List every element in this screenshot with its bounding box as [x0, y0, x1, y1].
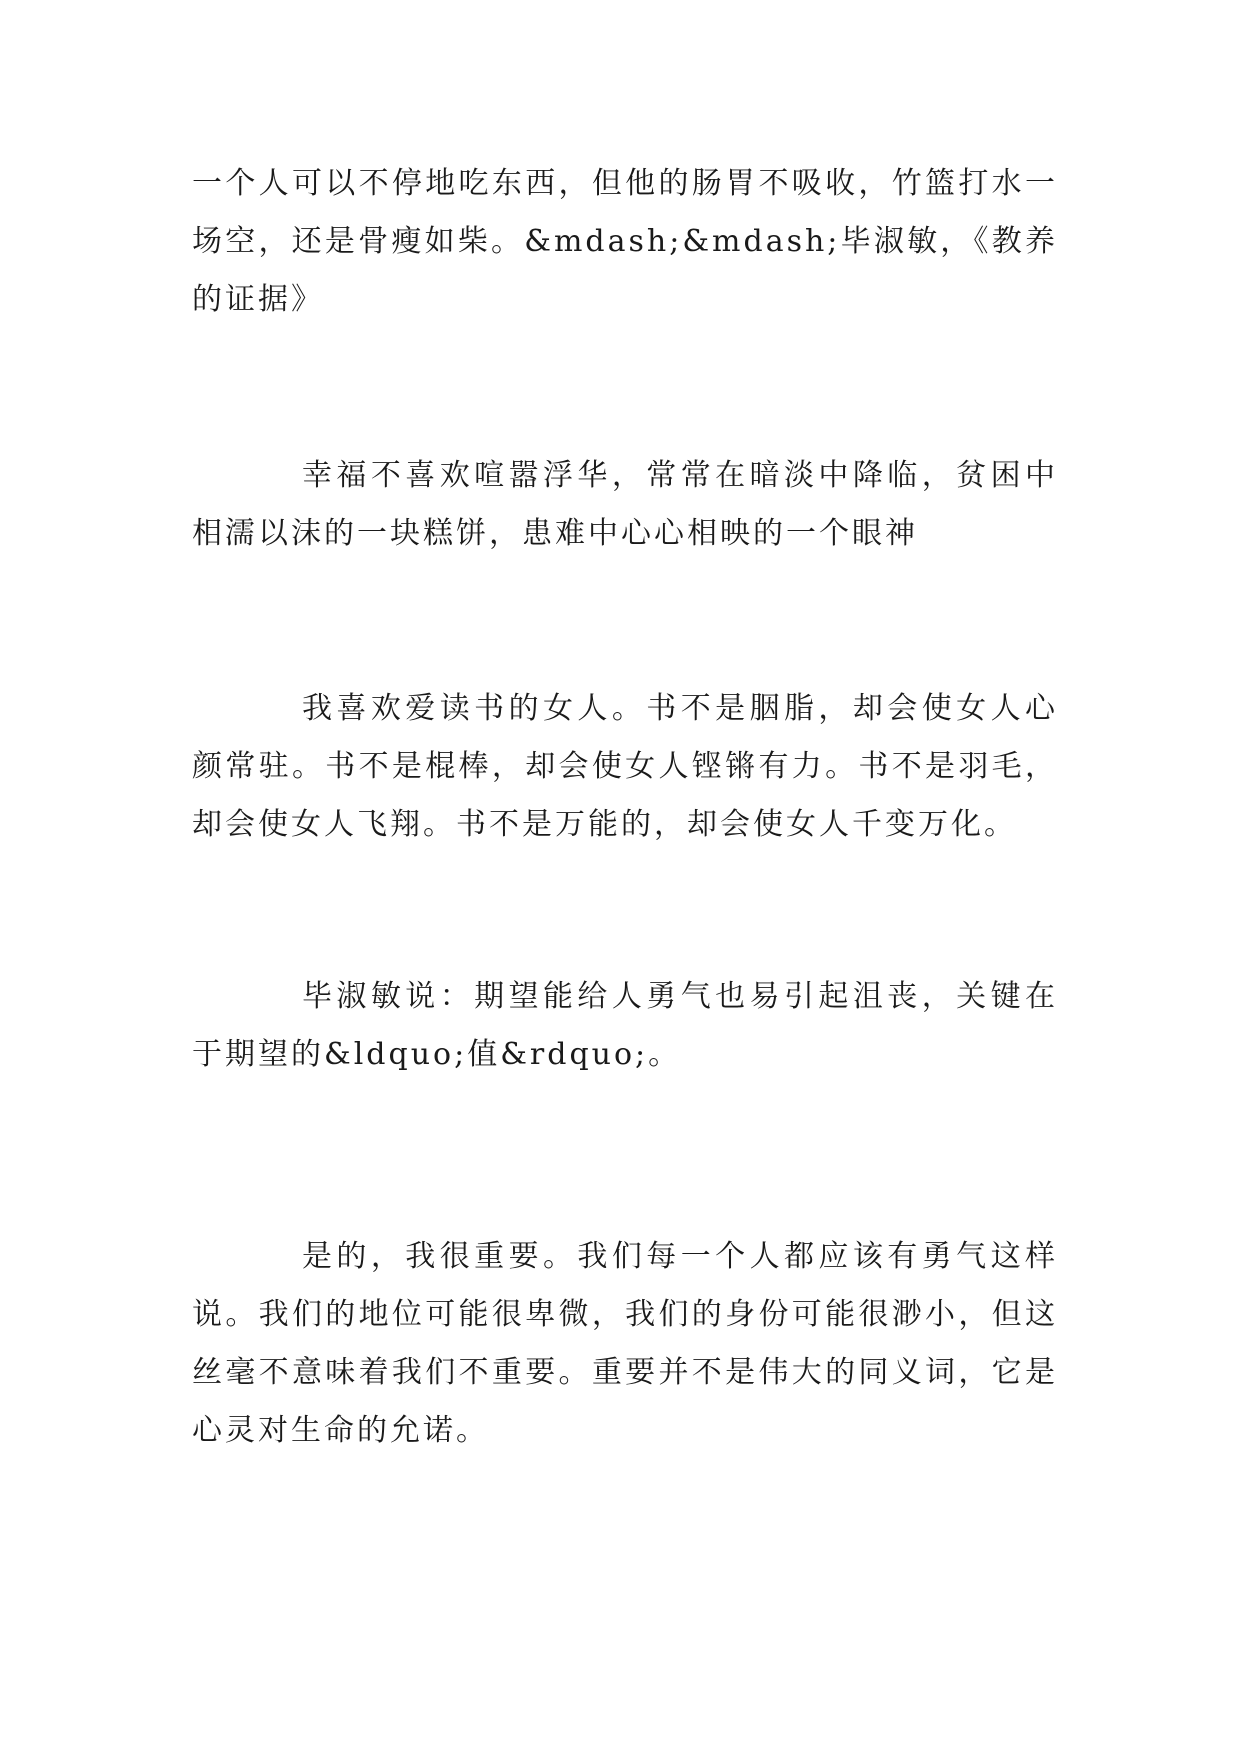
paragraph-4: 毕淑敏说：期望能给人勇气也易引起沮丧，关键在于期望的&ldquo;值&rdquo;。	[192, 979, 1058, 1072]
paragraph-1: 一个人可以不停地吃东西，但他的肠胃不吸收，竹篮打水一场空，还是骨瘦如柴。&mdash;&mdash;毕淑敏，《教养的证据》	[192, 166, 1058, 317]
paragraph-5: 是的，我很重要。我们每一个人都应该有勇气这样说。我们的地位可能很卑微，我们的身份可能很渺小，但这丝毫不意味着我们不重要。重要并不是伟大的同义词，它是心灵对生命的允诺。	[192, 1239, 1058, 1448]
paragraph-2: 幸福不喜欢喧嚣浮华，常常在暗淡中降临，贫困中相濡以沫的一块糕饼，患难中心心相映的一个眼神	[192, 458, 1058, 551]
paragraph-3: 我喜欢爱读书的女人。书不是胭脂，却会使女人心颜常驻。书不是棍棒，却会使女人铿锵有力。书不是羽毛，却会使女人飞翔。书不是万能的，却会使女人千变万化。	[192, 691, 1058, 842]
